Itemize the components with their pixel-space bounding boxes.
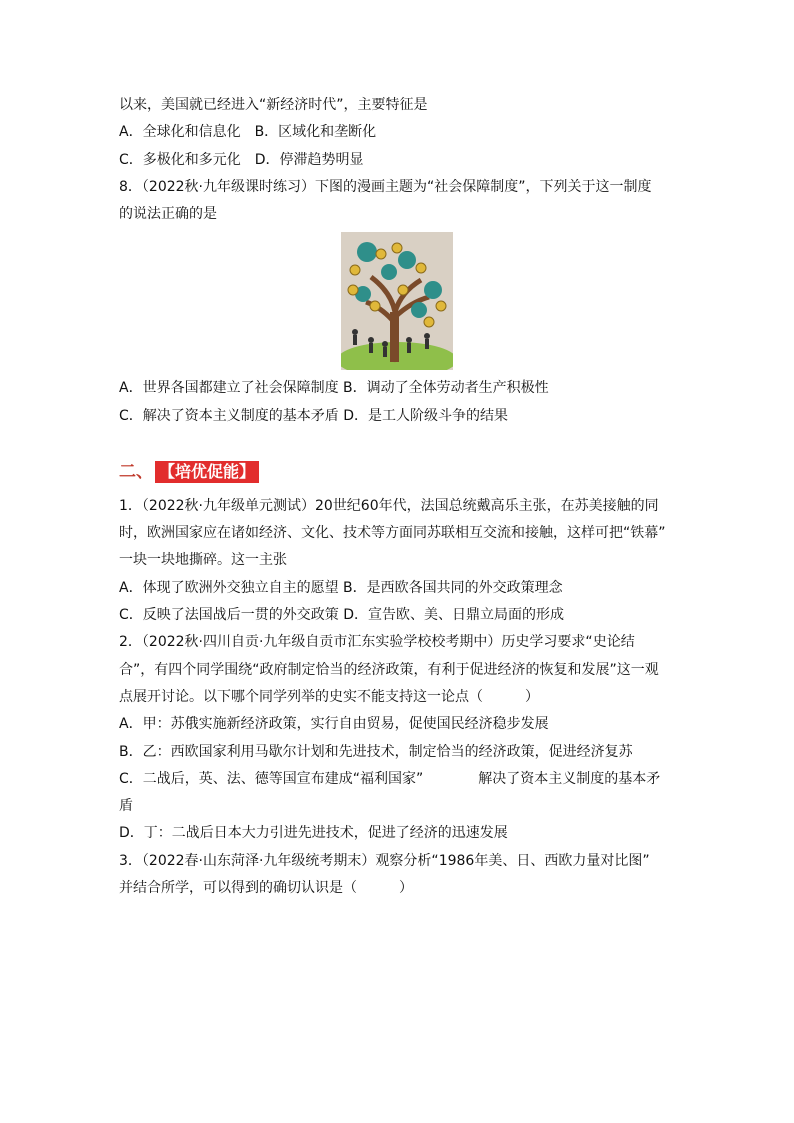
question-2-option-a: A．甲：苏俄实施新经济政策，实行自由贸易，促使国民经济稳步发展 (119, 716, 549, 732)
tree-cartoon-illustration (341, 232, 453, 370)
question-2-option-c (119, 769, 660, 789)
question-2-option-b: B．乙：西欧国家利用马歇尔计划和先进技术，制定恰当的经济政策，促进经济复苏 (119, 744, 633, 760)
question-2: 2．（2022秋·四川自贡·九年级自贡市汇东实验学校校考期中）历史学习要求“史论结 (119, 634, 635, 650)
question-1: 1．（2022秋·九年级单元测试）20世纪60年代，法国总统戴高乐主张，在苏美接触的同 (119, 498, 659, 514)
section-heading (119, 460, 259, 484)
question-1-cont-1: 时，欧洲国家应在诸如经济、文化、技术等方面同苏联相互交流和接触，这样可把“铁幕” (119, 525, 666, 541)
question-3-cont: 并结合所学，可以得到的确切认识是（ ） (119, 880, 413, 896)
option-line-a-b-q8: A．世界各国都建立了社会保障制度 B．调动了全体劳动者生产积极性 (119, 380, 549, 396)
section-number: 二、 (119, 462, 153, 482)
option-line-a-b: A．全球化和信息化 B．区域化和垄断化 (119, 124, 377, 140)
question-3: 3．（2022春·山东菏泽·九年级统考期末）观察分析“1986年美、日、西欧力量对比图” (119, 853, 650, 869)
question-1-cont-2: 一块一块地撕碎。这一主张 (119, 552, 287, 568)
question-8: 8．（2022秋·九年级课时练习）下图的漫画主题为“社会保障制度”，下列关于这一制度 (119, 179, 652, 195)
section-badge: 【培优促能】 (155, 461, 259, 483)
question-1-options-a-b: A．体现了欧洲外交独立自主的愿望 B．是西欧各国共同的外交政策理念 (119, 580, 563, 596)
question-2-cont-1: 合”，有四个同学围绕“政府制定恰当的经济政策，有利于促进经济的恢复和发展”这一观 (119, 662, 659, 678)
social-security-cartoon-image (341, 232, 453, 370)
question-8-cont: 的说法正确的是 (119, 206, 217, 222)
question-2-option-d: D．丁：二战后日本大力引进先进技术，促进了经济的迅速发展 (119, 825, 508, 841)
option-line-c-d: C．多极化和多元化 D．停滞趋势明显 (119, 152, 364, 168)
line-1: 以来，美国就已经进入“新经济时代”，主要特征是 (119, 97, 428, 113)
question-2-cont-2: 点展开讨论。以下哪个同学列举的史实不能支持这一论点（ ） (119, 689, 539, 705)
question-1-options-c-d: C．反映了法国战后一贯的外交政策 D．宣告欧、美、日鼎立局面的形成 (119, 607, 565, 623)
option-c-part-2: 解决了资本主义制度的基本矛 (478, 771, 661, 787)
question-2-option-c-cont: 盾 (119, 798, 133, 814)
option-c-part-1: C．二战后，英、法、德等国宣布建成“福利国家” (119, 771, 424, 787)
option-line-c-d-q8: C．解决了资本主义制度的基本矛盾 D．是工人阶级斗争的结果 (119, 408, 509, 424)
